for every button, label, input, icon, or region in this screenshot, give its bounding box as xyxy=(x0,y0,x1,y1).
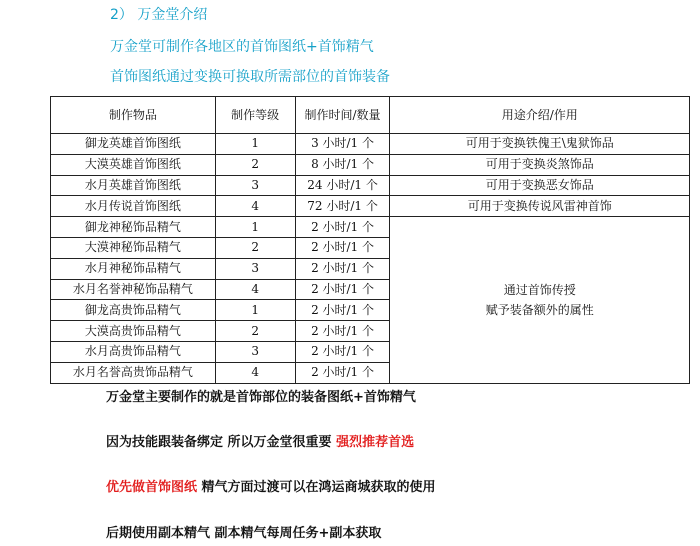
table-row xyxy=(51,175,690,196)
cell-use: 可用于变换恶女饰品 xyxy=(390,175,690,196)
use-line-2: 赋予装备额外的属性 xyxy=(485,302,594,317)
header-use: 用途介绍/作用 xyxy=(390,97,690,134)
cell-use: 可用于变换传说风雷神首饰 xyxy=(390,196,690,217)
cell-level: 1 xyxy=(215,134,295,155)
cell-item: 大漠神秘饰品精气 xyxy=(51,237,216,258)
note-main-crafting: 万金堂主要制作的就是首饰部位的装备图纸+首饰精气 xyxy=(106,390,416,405)
cell-time: 24 小时/1 个 xyxy=(295,175,390,196)
cell-level: 3 xyxy=(215,258,295,279)
cell-item: 水月传说首饰图纸 xyxy=(51,196,216,217)
cell-time: 3 小时/1 个 xyxy=(295,134,390,155)
cell-level: 2 xyxy=(215,237,295,258)
cell-item: 水月英雄首饰图纸 xyxy=(51,175,216,196)
cell-time: 2 小时/1 个 xyxy=(295,300,390,321)
table-row xyxy=(51,154,690,175)
cell-level: 4 xyxy=(215,362,295,383)
note-strong-recommend: 强烈推荐首选 xyxy=(336,435,415,450)
cell-level: 4 xyxy=(215,196,295,217)
table-row xyxy=(51,196,690,217)
cell-use: 可用于变换炎煞饰品 xyxy=(390,154,690,175)
cell-level: 3 xyxy=(215,175,295,196)
cell-item: 水月神秘饰品精气 xyxy=(51,258,216,279)
note-late-game: 后期使用副本精气 副本精气每周任务+副本获取 xyxy=(106,526,382,541)
cell-level: 3 xyxy=(215,341,295,362)
cell-time: 8 小时/1 个 xyxy=(295,154,390,175)
cell-time: 2 小时/1 个 xyxy=(295,341,390,362)
cell-level: 1 xyxy=(215,300,295,321)
table-row xyxy=(51,217,690,238)
cell-level: 2 xyxy=(215,154,295,175)
note-priority-highlight: 优先做首饰图纸 xyxy=(106,480,198,495)
intro-line-jewelry-crafting: 万金堂可制作各地区的首饰图纸+首饰精气 xyxy=(110,39,374,55)
cell-item: 水月名誉神秘饰品精气 xyxy=(51,279,216,300)
cell-use: 可用于变换铁傀王\鬼狱饰品 xyxy=(390,134,690,155)
cell-item: 御龙高贵饰品精气 xyxy=(51,300,216,321)
table-header-row xyxy=(51,97,690,134)
cell-item: 御龙英雄首饰图纸 xyxy=(51,134,216,155)
cell-item: 御龙神秘饰品精气 xyxy=(51,217,216,238)
cell-level: 4 xyxy=(215,279,295,300)
cell-time: 2 小时/1 个 xyxy=(295,237,390,258)
cell-time: 2 小时/1 个 xyxy=(295,258,390,279)
cell-time: 2 小时/1 个 xyxy=(295,321,390,342)
cell-item: 大漠英雄首饰图纸 xyxy=(51,154,216,175)
cell-time: 2 小时/1 个 xyxy=(295,279,390,300)
note-priority-text: 精气方面过渡可以在鸿运商城获取的使用 xyxy=(197,480,436,495)
note-priority xyxy=(106,476,436,495)
cell-time: 2 小时/1 个 xyxy=(295,217,390,238)
cell-level: 1 xyxy=(215,217,295,238)
use-line-1: 通过首饰传授 xyxy=(503,282,576,297)
cell-use-merged xyxy=(390,217,690,383)
cell-level: 2 xyxy=(215,321,295,342)
header-item: 制作物品 xyxy=(51,97,216,134)
cell-item: 水月名誉高贵饰品精气 xyxy=(51,362,216,383)
cell-time: 72 小时/1 个 xyxy=(295,196,390,217)
intro-line-blueprint-exchange: 首饰图纸通过变换可换取所需部位的首饰装备 xyxy=(110,69,390,85)
cell-item: 水月高贵饰品精气 xyxy=(51,341,216,362)
cell-item: 大漠高贵饰品精气 xyxy=(51,321,216,342)
section-heading: 2） 万金堂介绍 xyxy=(110,7,208,23)
note-importance-text: 因为技能跟装备绑定 所以万金堂很重要 xyxy=(106,435,337,450)
note-importance xyxy=(106,431,414,450)
header-level: 制作等级 xyxy=(215,97,295,134)
crafting-table xyxy=(50,96,690,384)
cell-time: 2 小时/1 个 xyxy=(295,362,390,383)
table-row xyxy=(51,134,690,155)
header-time: 制作时间/数量 xyxy=(295,97,390,134)
